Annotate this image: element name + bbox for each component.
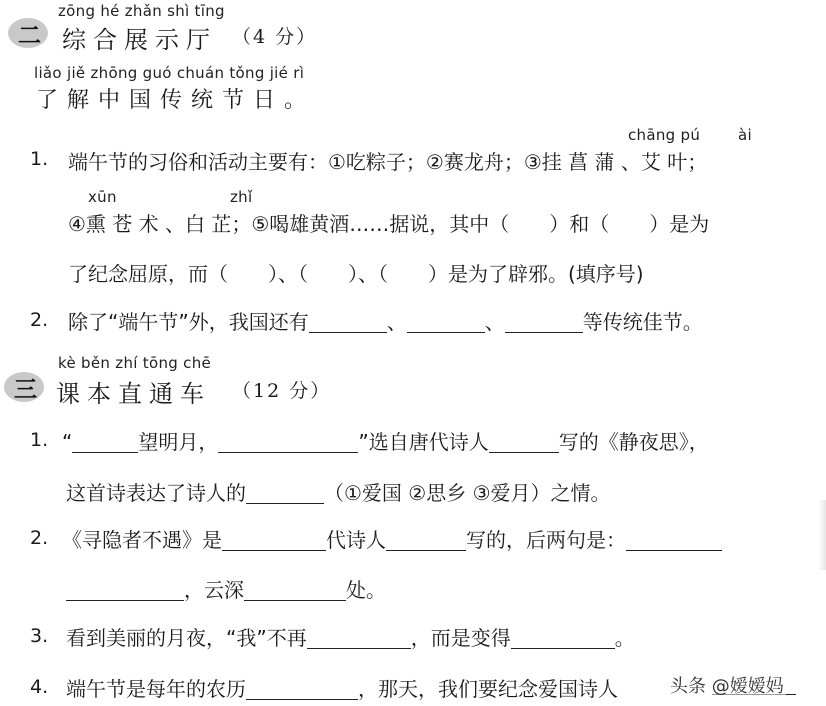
blank-festival-1[interactable]: [309, 312, 387, 333]
blank-poem-2[interactable]: [218, 432, 358, 453]
q2-number: 2.: [30, 309, 49, 331]
s3-q1-number: 1.: [30, 429, 49, 451]
s3-q1-line2: 这首诗表达了诗人的 （①爱国 ②思乡 ③爱月）之情。: [66, 481, 611, 505]
blank-poem-1[interactable]: [72, 432, 138, 453]
s3-q4-number: 4.: [30, 676, 49, 698]
section-2-pinyin: zōng hé zhǎn shì tīng: [58, 2, 225, 20]
blank-emotion[interactable]: [246, 483, 324, 504]
page-edge-shadow: [818, 500, 826, 570]
pinyin-zhi: zhǐ: [230, 188, 253, 206]
section-3-score: （12 分）: [232, 380, 332, 402]
blank-festival-3[interactable]: [505, 312, 583, 333]
blank-feeling-2[interactable]: [511, 628, 615, 649]
q1-number: 1.: [30, 148, 49, 170]
blank-dynasty[interactable]: [222, 530, 326, 551]
s3-q3-number: 3.: [30, 625, 49, 647]
s3-q4-line: 端午节是每年的农历 ，那天，我们要纪念爱国诗人: [66, 677, 618, 701]
pinyin-changpu: chāng pú: [628, 126, 701, 144]
q1-line2: ④熏 苍 术 、白 芷；⑤喝雄黄酒……据说，其中（ ）和（ ）是为: [68, 212, 710, 236]
s3-q2-line2: ，云深 处。: [66, 574, 386, 603]
section-2-title: 综合展示厅: [62, 26, 217, 54]
section-3-title: 课本直通车: [56, 380, 211, 408]
blank-poet[interactable]: [489, 432, 559, 453]
blank-festival-2[interactable]: [407, 312, 485, 333]
section-2-number: 二: [18, 23, 41, 49]
q1-line1: 端午节的习俗和活动主要有：①吃粽子；②赛龙舟；③挂 菖 蒲 、艾 叶；: [68, 150, 708, 174]
q2-line: 除了“端午节”外，我国还有 、 、 等传统佳节。: [68, 310, 703, 334]
pinyin-xun: xūn: [88, 188, 117, 206]
q1-line3: 了纪念屈原，而（ ）、（ ）、（ ）是为了辟邪。(填序号): [68, 262, 644, 286]
section-2-subtitle: 了解中国传统节日。: [36, 88, 316, 113]
section-3-number: 三: [14, 377, 37, 403]
blank-verse-1[interactable]: [626, 530, 722, 551]
section-2-subtitle-pinyin: liǎo jiě zhōng guó chuán tǒng jié rì: [34, 64, 305, 82]
blank-verse-2[interactable]: [66, 580, 184, 601]
blank-lunar-date[interactable]: [246, 679, 358, 700]
blank-poet-name[interactable]: [386, 530, 466, 551]
watermark: 头条 @嫒嫒妈: [668, 672, 786, 698]
section-3-pinyin: kè běn zhí tōng chē: [58, 354, 212, 372]
s3-q3-line: 看到美丽的月夜，“我”不再 ，而是变得 。: [66, 626, 635, 650]
s3-q2-line1: 《寻隐者不遇》是 代诗人 写的，后两句是：: [62, 524, 722, 553]
section-2-score: （4 分）: [232, 26, 318, 48]
s3-q1-line1: “ 望明月， ”选自唐代诗人 写的《静夜思》，: [62, 430, 709, 454]
blank-verse-3[interactable]: [244, 580, 346, 601]
pinyin-ai: ài: [738, 126, 752, 144]
s3-q2-number: 2.: [30, 527, 49, 549]
blank-feeling-1[interactable]: [307, 628, 411, 649]
